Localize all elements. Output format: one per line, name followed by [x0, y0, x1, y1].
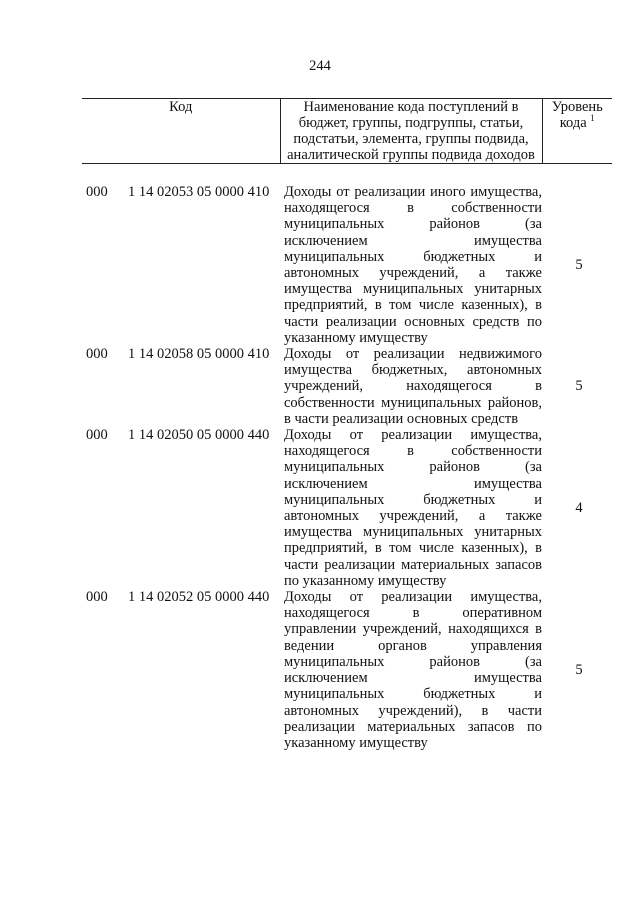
row-level: 5	[575, 378, 583, 395]
row-prefix: 000	[86, 184, 108, 200]
row-name	[284, 184, 542, 346]
row-name-line: муниципальных районов (за	[284, 653, 542, 670]
row-name-line: имущества бюджетных, автономных	[284, 362, 542, 379]
row-name-line: Доходы от реализации иного имущества,	[284, 184, 542, 200]
table-row	[82, 346, 612, 427]
footnote-marker: 1	[590, 113, 595, 124]
row-name-line: по указанному имуществу	[284, 572, 447, 589]
row-name-line: имущества муниципальных унитарных	[284, 281, 542, 298]
row-name-line: ведении органов управления	[284, 637, 542, 654]
row-name-line: в части реализации основных средств	[284, 410, 519, 427]
row-name-line: муниципальных бюджетных и	[284, 491, 542, 508]
table-header	[82, 98, 612, 164]
row-name	[284, 346, 542, 427]
table-body	[82, 184, 612, 751]
row-prefix: 000	[86, 346, 108, 363]
row-name-line: имущества муниципальных унитарных	[284, 524, 542, 541]
header-level-label: Уровень кода	[551, 99, 603, 131]
row-level: 5	[575, 256, 583, 273]
row-level: 4	[575, 499, 583, 516]
row-prefix: 000	[86, 427, 108, 444]
row-name-line: Доходы от реализации недвижимого	[284, 346, 542, 363]
row-name	[284, 589, 542, 751]
row-name-line: муниципальных бюджетных и	[284, 686, 542, 703]
row-name-line: исключением имущества	[284, 670, 542, 687]
row-code: 1 14 02058 05 0000 410	[128, 346, 270, 363]
row-name-line: указанному имуществу	[284, 329, 428, 346]
row-name-line: Доходы от реализации имущества,	[284, 589, 542, 606]
row-name	[284, 427, 542, 589]
row-name-line: управлении учреждений, находящихся в	[284, 621, 542, 638]
row-name-line: автономных учреждений, а также	[284, 508, 542, 525]
row-name-line: части реализации основных средств по	[284, 313, 542, 330]
table-row	[82, 589, 612, 751]
row-code: 1 14 02052 05 0000 440	[128, 589, 270, 606]
row-name-line: указанному имуществу	[284, 734, 428, 751]
row-prefix: 000	[86, 589, 108, 606]
row-name-line: собственности муниципальных районов,	[284, 394, 542, 411]
table-row	[82, 184, 612, 346]
row-name-line: находящегося в оперативном	[284, 605, 542, 622]
row-code: 1 14 02053 05 0000 410	[128, 184, 270, 200]
row-name-line: муниципальных районов (за	[284, 459, 542, 476]
row-name-line: муниципальных бюджетных и	[284, 248, 542, 265]
table-row	[82, 427, 612, 589]
row-name-line: муниципальных районов (за	[284, 216, 542, 233]
row-name-line: предприятий, в том числе казенных), в	[284, 297, 542, 314]
row-name-line: находящегося в собственности	[284, 443, 542, 460]
header-kod: Код	[82, 99, 280, 164]
row-name-line: части реализации материальных запасов	[284, 556, 542, 573]
row-name-line: исключением имущества	[284, 232, 542, 249]
row-level: 5	[575, 661, 583, 678]
row-code: 1 14 02050 05 0000 440	[128, 427, 270, 444]
row-name-line: реализации материальных запасов по	[284, 718, 542, 735]
row-name-line: исключением имущества	[284, 475, 542, 492]
header-level	[542, 99, 612, 164]
row-name-line: учреждений, находящегося в	[284, 378, 542, 395]
row-name-line: предприятий, в том числе казенных), в	[284, 540, 542, 557]
header-name: Наименование кода поступлений в бюджет, группы, подгруппы, статьи, подстатьи, элемента, группы подвида, аналитической группы подвида доходов	[280, 99, 542, 164]
row-name-line: находящегося в собственности	[284, 200, 542, 217]
row-name-line: автономных учреждений), в части	[284, 702, 542, 719]
page-number: 244	[309, 58, 331, 74]
row-name-line: автономных учреждений, а также	[284, 265, 542, 282]
row-name-line: Доходы от реализации имущества,	[284, 427, 542, 444]
